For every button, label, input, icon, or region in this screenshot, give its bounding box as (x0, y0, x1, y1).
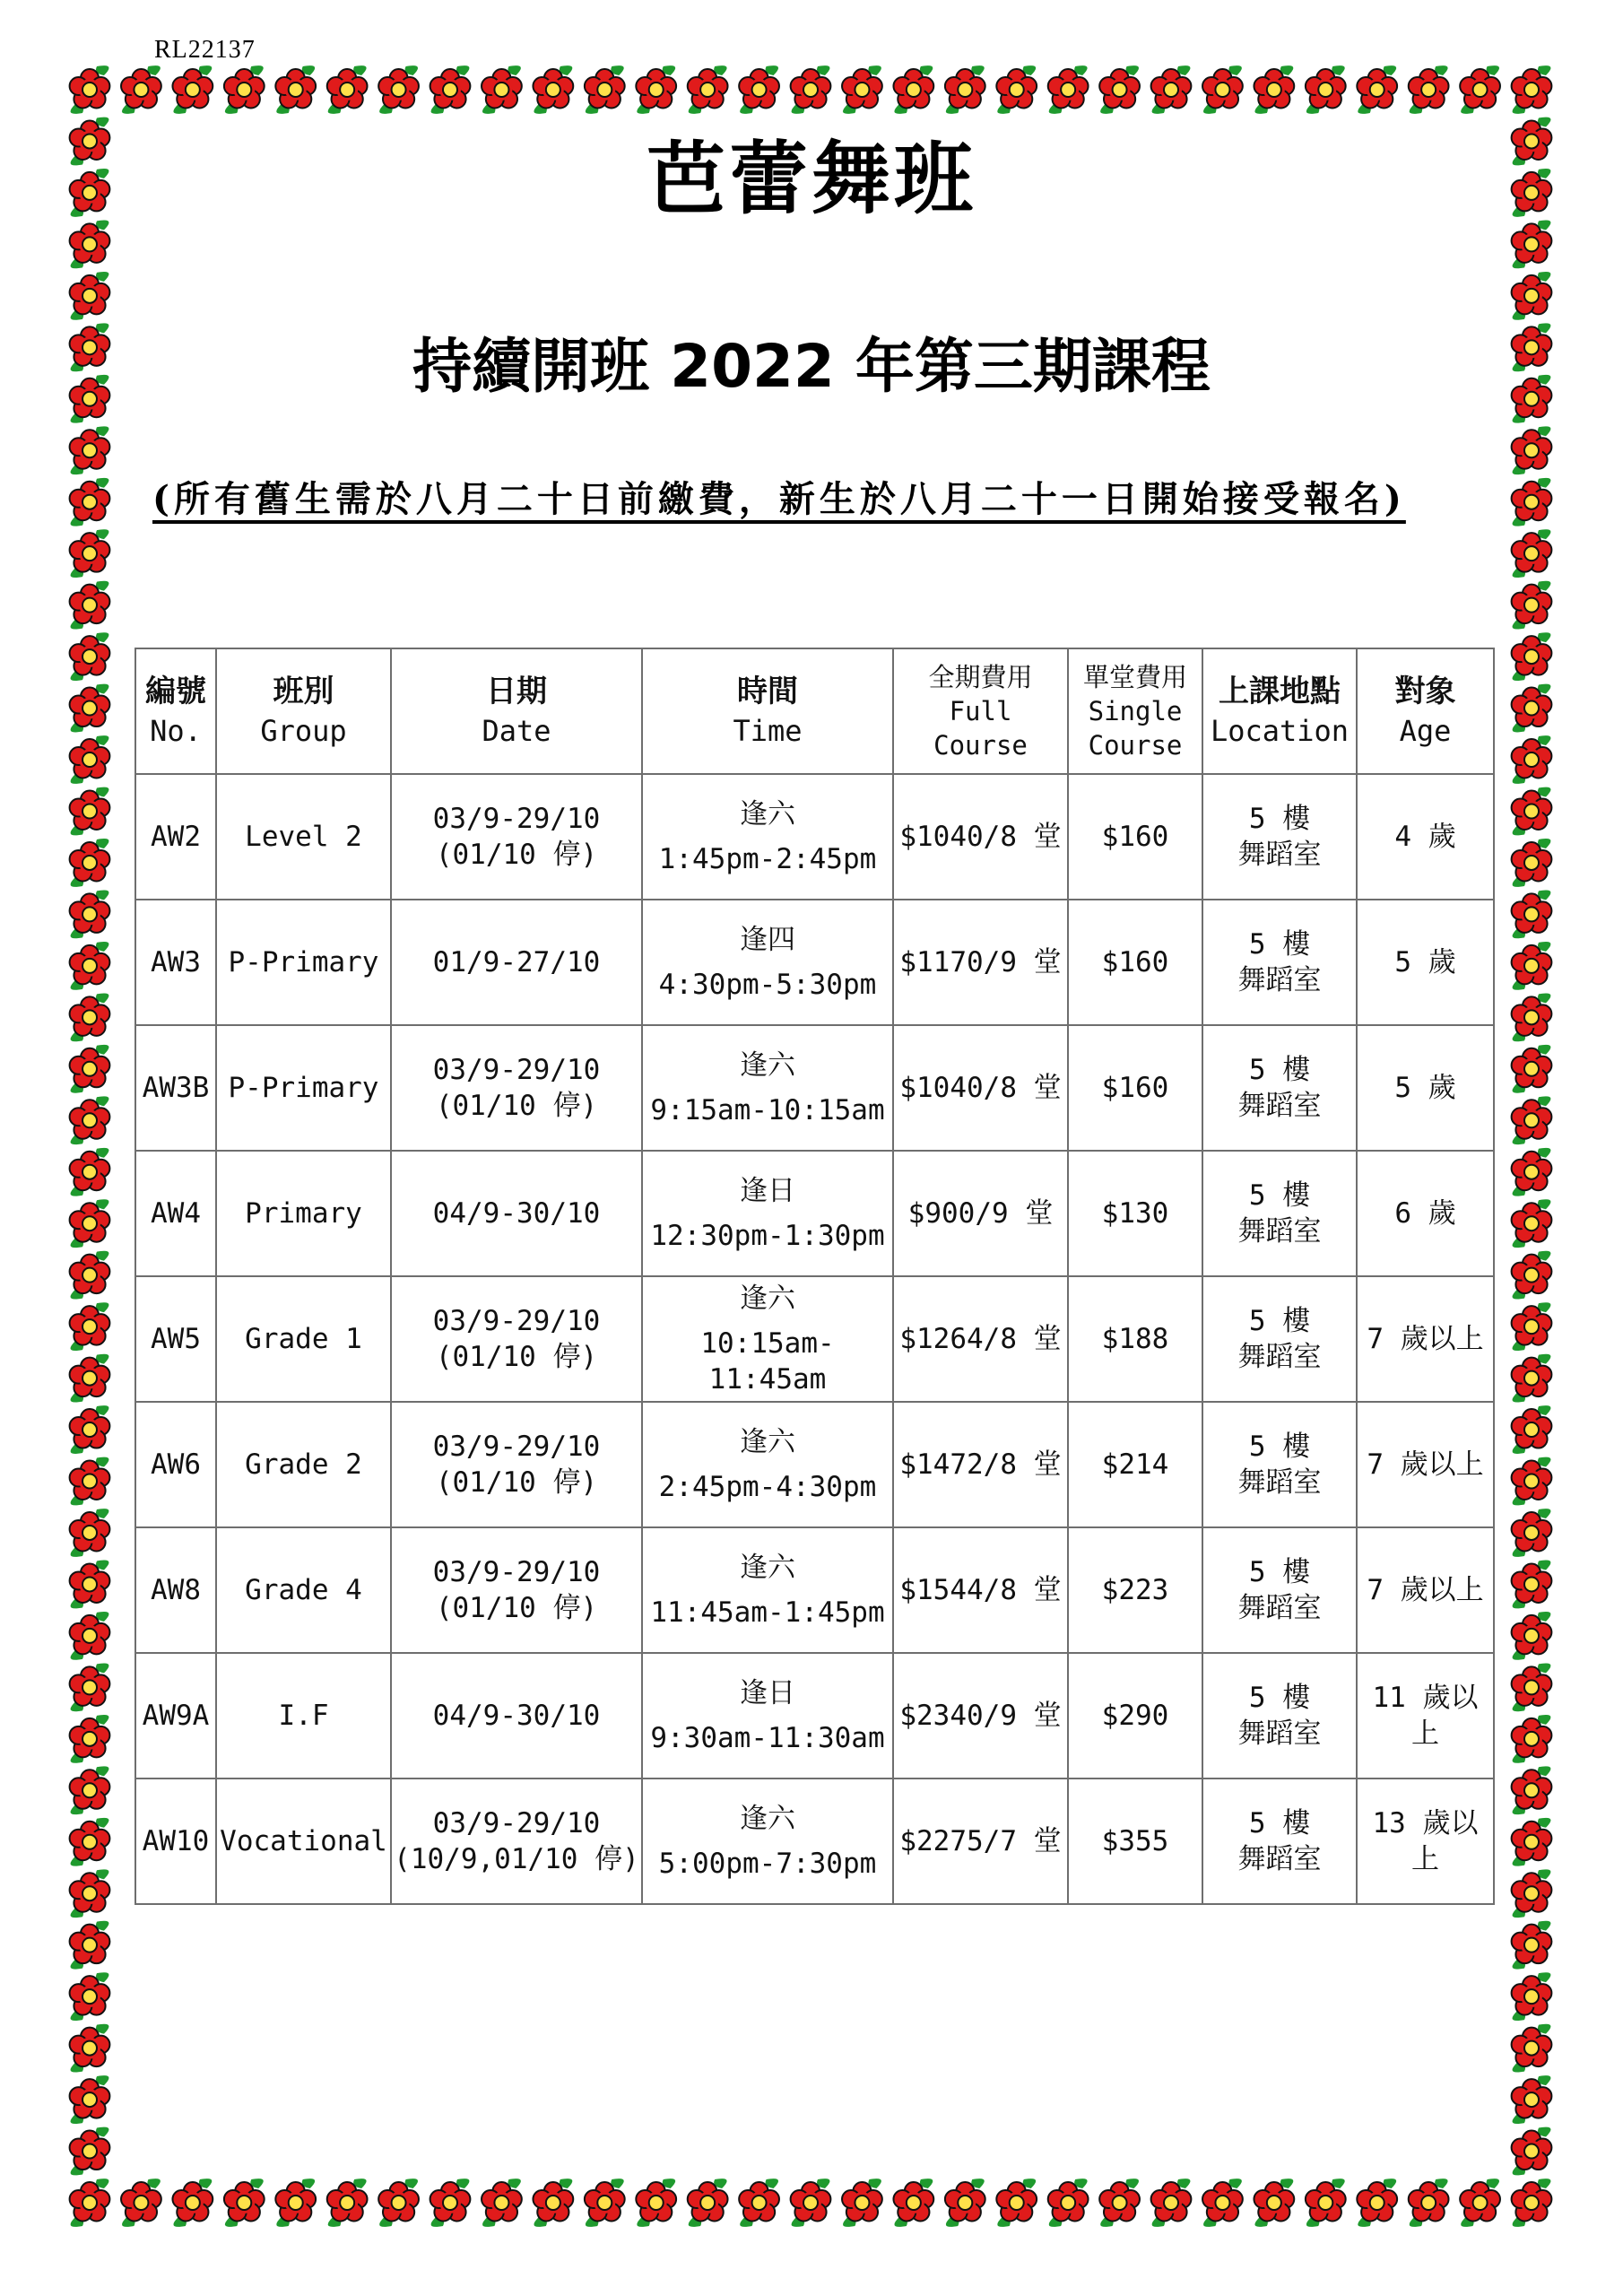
flower-icon (275, 2179, 316, 2227)
cell-time: 逢六 11:45am-1:45pm (642, 1527, 893, 1653)
flower-icon (430, 65, 471, 114)
cell-date: 03/9-29/10 (01/10 停) (391, 1402, 642, 1527)
cell-single-course-fee: $160 (1068, 774, 1202, 900)
flower-icon (996, 2179, 1037, 2227)
header-time: 時間 Time (642, 648, 893, 774)
flower-icon (1512, 1251, 1552, 1300)
cell-date: 03/9-29/10 (01/10 停) (391, 1527, 642, 1653)
cell-time: 逢六 1:45pm-2:45pm (642, 774, 893, 900)
flower-icon (739, 65, 779, 114)
flower-icon (70, 839, 110, 887)
cell-location: 5 樓 舞蹈室 (1202, 1653, 1357, 1779)
cell-location: 5 樓 舞蹈室 (1202, 774, 1357, 900)
flower-icon (1202, 2179, 1243, 2227)
cell-no: AW3B (135, 1025, 216, 1151)
flower-icon (585, 2179, 625, 2227)
cell-location: 5 樓 舞蹈室 (1202, 1402, 1357, 1527)
flower-icon (482, 2179, 522, 2227)
flower-icon (842, 2179, 882, 2227)
flower-icon (1512, 993, 1552, 1041)
flower-icon (70, 1302, 110, 1351)
flower-icon (893, 65, 933, 114)
cell-single-course-fee: $214 (1068, 1402, 1202, 1527)
cell-date: 03/9-29/10 (01/10 停) (391, 774, 642, 900)
flower-icon (1306, 65, 1346, 114)
flower-icon (1512, 2127, 1552, 2176)
flower-icon (893, 2179, 933, 2227)
cell-age: 7 歲以上 (1357, 1402, 1494, 1527)
flower-icon (533, 65, 573, 114)
flower-icon (70, 1354, 110, 1403)
flower-icon (327, 65, 368, 114)
cell-full-course-fee: $2340/9 堂 (893, 1653, 1068, 1779)
flower-icon (1512, 1354, 1552, 1403)
flower-icon (70, 581, 110, 630)
flower-icon (1512, 1663, 1552, 1711)
cell-full-course-fee: $2275/7 堂 (893, 1779, 1068, 1904)
cell-single-course-fee: $355 (1068, 1779, 1202, 1904)
flower-icon (70, 632, 110, 681)
cell-date: 03/9-29/10 (10/9,01/10 停) (391, 1779, 642, 1904)
cell-time: 逢六 10:15am-11:45am (642, 1276, 893, 1402)
flower-icon (1512, 426, 1552, 474)
cell-no: AW8 (135, 1527, 216, 1653)
flower-icon (688, 2179, 728, 2227)
flower-icon (1512, 2075, 1552, 2124)
header-location: 上課地點 Location (1202, 648, 1357, 774)
flower-icon (1512, 735, 1552, 784)
flower-icon (1512, 1715, 1552, 1763)
flower-icon (1512, 1045, 1552, 1093)
cell-no: AW5 (135, 1276, 216, 1402)
cell-group: Primary (216, 1151, 391, 1276)
cell-age: 5 歲 (1357, 900, 1494, 1025)
flower-icon (1512, 581, 1552, 630)
flower-icon (70, 1561, 110, 1609)
flower-icon (1512, 529, 1552, 578)
flower-icon (1512, 684, 1552, 733)
flower-icon (1151, 2179, 1192, 2227)
flower-icon (121, 2179, 161, 2227)
table-row (135, 900, 1494, 1025)
cell-date: 03/9-29/10 (01/10 停) (391, 1025, 642, 1151)
flower-icon (70, 426, 110, 474)
flower-icon (224, 65, 265, 114)
cell-single-course-fee: $290 (1068, 1653, 1202, 1779)
cell-full-course-fee: $1170/9 堂 (893, 900, 1068, 1025)
flower-icon (1512, 632, 1552, 681)
cell-single-course-fee: $130 (1068, 1151, 1202, 1276)
page-title: 芭蕾舞班 (646, 133, 976, 225)
flower-icon (70, 684, 110, 733)
flower-icon (739, 2179, 779, 2227)
flower-icon (172, 65, 213, 114)
flower-icon (70, 891, 110, 939)
flower-icon (1512, 1457, 1552, 1506)
flower-icon (275, 65, 316, 114)
cell-group: P-Primary (216, 1025, 391, 1151)
cell-date: 04/9-30/10 (391, 1151, 642, 1276)
flower-icon (172, 2179, 213, 2227)
flower-icon (1202, 65, 1243, 114)
cell-location: 5 樓 舞蹈室 (1202, 900, 1357, 1025)
flower-icon (70, 65, 110, 114)
cell-single-course-fee: $160 (1068, 1025, 1202, 1151)
cell-no: AW4 (135, 1151, 216, 1276)
flower-icon (70, 1251, 110, 1300)
cell-age: 13 歲以上 (1357, 1779, 1494, 1904)
course-subtitle: 持續開班 2022 年第三期課程 (412, 332, 1211, 401)
cell-group: Vocational (216, 1779, 391, 1904)
flower-icon (70, 1818, 110, 1866)
cell-full-course-fee: $1040/8 堂 (893, 774, 1068, 900)
cell-full-course-fee: $1264/8 堂 (893, 1276, 1068, 1402)
cell-location: 5 樓 舞蹈室 (1202, 1025, 1357, 1151)
registration-notice: (所有舊生需於八月二十日前繳費，新生於八月二十一日開始接受報名) (152, 478, 1406, 520)
flower-icon (1512, 2024, 1552, 2073)
flower-icon (1512, 1818, 1552, 1866)
cell-group: I.F (216, 1653, 391, 1779)
table-row (135, 1276, 1494, 1402)
flower-icon (791, 65, 831, 114)
flower-icon (1254, 65, 1294, 114)
flower-icon (70, 1612, 110, 1660)
flower-icon (70, 529, 110, 578)
flower-icon (70, 787, 110, 836)
flower-icon (533, 2179, 573, 2227)
flower-icon (1512, 891, 1552, 939)
flower-icon (1512, 1096, 1552, 1144)
table-row (135, 1527, 1494, 1653)
flower-icon (1512, 1199, 1552, 1248)
table-row (135, 1779, 1494, 1904)
flower-icon (1512, 1869, 1552, 1918)
flower-icon (70, 2024, 110, 2073)
flower-icon (1512, 787, 1552, 836)
flower-icon (70, 478, 110, 526)
flower-icon (70, 1766, 110, 1814)
cell-full-course-fee: $1544/8 堂 (893, 1527, 1068, 1653)
flower-icon (70, 2179, 110, 2227)
flower-icon (1512, 1612, 1552, 1660)
cell-location: 5 樓 舞蹈室 (1202, 1276, 1357, 1402)
header-single-course: 單堂費用 Single Course (1068, 648, 1202, 774)
cell-time: 逢六 2:45pm-4:30pm (642, 1402, 893, 1527)
flower-icon (945, 2179, 985, 2227)
table-row (135, 1025, 1494, 1151)
flower-icon (70, 1715, 110, 1763)
flower-icon (327, 2179, 368, 2227)
cell-date: 01/9-27/10 (391, 900, 642, 1025)
cell-no: AW3 (135, 900, 216, 1025)
cell-age: 11 歲以上 (1357, 1653, 1494, 1779)
flower-icon (430, 2179, 471, 2227)
cell-full-course-fee: $900/9 堂 (893, 1151, 1068, 1276)
cell-date: 04/9-30/10 (391, 1653, 642, 1779)
flower-icon (1048, 65, 1089, 114)
flower-icon (791, 2179, 831, 2227)
table-header-row (135, 648, 1494, 774)
cell-location: 5 樓 舞蹈室 (1202, 1779, 1357, 1904)
cell-time: 逢六 5:00pm-7:30pm (642, 1779, 893, 1904)
flower-icon (70, 1921, 110, 1970)
cell-time: 逢四 4:30pm-5:30pm (642, 900, 893, 1025)
flower-icon (1512, 1405, 1552, 1454)
reference-code: RL22137 (154, 36, 256, 64)
cell-single-course-fee: $223 (1068, 1527, 1202, 1653)
course-schedule-table (135, 648, 1495, 1905)
flower-icon (70, 942, 110, 990)
flower-icon (378, 65, 419, 114)
cell-group: Grade 2 (216, 1402, 391, 1527)
flower-icon (636, 2179, 676, 2227)
flower-icon (1048, 2179, 1089, 2227)
header-no: 編號 No. (135, 648, 216, 774)
flower-icon (1460, 65, 1500, 114)
flower-icon (121, 65, 161, 114)
header-group: 班別 Group (216, 648, 391, 774)
table-row (135, 1402, 1494, 1527)
flower-icon (1512, 1148, 1552, 1196)
flower-icon (945, 65, 985, 114)
flower-icon (1151, 65, 1192, 114)
cell-single-course-fee: $160 (1068, 900, 1202, 1025)
table-row (135, 1653, 1494, 1779)
flower-icon (1254, 2179, 1294, 2227)
cell-full-course-fee: $1472/8 堂 (893, 1402, 1068, 1527)
cell-time: 逢六 9:15am-10:15am (642, 1025, 893, 1151)
flower-icon (70, 1096, 110, 1144)
flower-icon (1099, 65, 1140, 114)
cell-age: 7 歲以上 (1357, 1527, 1494, 1653)
header-date: 日期 Date (391, 648, 642, 774)
flower-icon (688, 65, 728, 114)
flower-icon (996, 65, 1037, 114)
flower-icon (70, 272, 110, 320)
table-row (135, 1151, 1494, 1276)
cell-group: Grade 1 (216, 1276, 391, 1402)
cell-time: 逢日 12:30pm-1:30pm (642, 1151, 893, 1276)
flower-icon (842, 65, 882, 114)
cell-no: AW6 (135, 1402, 216, 1527)
flower-icon (70, 2127, 110, 2176)
flower-icon (1357, 2179, 1397, 2227)
flower-icon (1512, 478, 1552, 526)
cell-full-course-fee: $1040/8 堂 (893, 1025, 1068, 1151)
flower-icon (482, 65, 522, 114)
flower-icon (1512, 1509, 1552, 1557)
flower-icon (70, 1869, 110, 1918)
flower-icon (70, 1972, 110, 2021)
flower-icon (224, 2179, 265, 2227)
cell-no: AW2 (135, 774, 216, 900)
flower-icon (1512, 1921, 1552, 1970)
flower-icon (1512, 1302, 1552, 1351)
table-row (135, 774, 1494, 900)
flower-icon (70, 1457, 110, 1506)
flower-icon (70, 1509, 110, 1557)
cell-single-course-fee: $188 (1068, 1276, 1202, 1402)
header-full-course: 全期費用 Full Course (893, 648, 1068, 774)
flower-icon (1512, 942, 1552, 990)
flower-icon (70, 735, 110, 784)
flower-icon (70, 1405, 110, 1454)
flower-icon (1512, 1766, 1552, 1814)
cell-age: 5 歲 (1357, 1025, 1494, 1151)
cell-location: 5 樓 舞蹈室 (1202, 1151, 1357, 1276)
cell-group: P-Primary (216, 900, 391, 1025)
flower-icon (1512, 1561, 1552, 1609)
flower-icon (1357, 65, 1397, 114)
flower-icon (378, 2179, 419, 2227)
flower-icon (1306, 2179, 1346, 2227)
cell-age: 4 歲 (1357, 774, 1494, 900)
flower-icon (1512, 65, 1552, 114)
cell-no: AW10 (135, 1779, 216, 1904)
cell-time: 逢日 9:30am-11:30am (642, 1653, 893, 1779)
flower-icon (1512, 1972, 1552, 2021)
flower-icon (70, 993, 110, 1041)
flower-icon (1512, 2179, 1552, 2227)
cell-location: 5 樓 舞蹈室 (1202, 1527, 1357, 1653)
flower-icon (636, 65, 676, 114)
cell-date: 03/9-29/10 (01/10 停) (391, 1276, 642, 1402)
cell-group: Grade 4 (216, 1527, 391, 1653)
flower-icon (1460, 2179, 1500, 2227)
header-age: 對象 Age (1357, 648, 1494, 774)
cell-group: Level 2 (216, 774, 391, 900)
flower-icon (1512, 839, 1552, 887)
flower-icon (1409, 2179, 1449, 2227)
cell-no: AW9A (135, 1653, 216, 1779)
flower-icon (70, 1148, 110, 1196)
cell-age: 7 歲以上 (1357, 1276, 1494, 1402)
cell-age: 6 歲 (1357, 1151, 1494, 1276)
flower-icon (70, 1199, 110, 1248)
flower-icon (585, 65, 625, 114)
flower-icon (1512, 272, 1552, 320)
flower-icon (1409, 65, 1449, 114)
flower-icon (70, 1045, 110, 1093)
flower-icon (70, 2075, 110, 2124)
flower-icon (70, 1663, 110, 1711)
flower-icon (1099, 2179, 1140, 2227)
